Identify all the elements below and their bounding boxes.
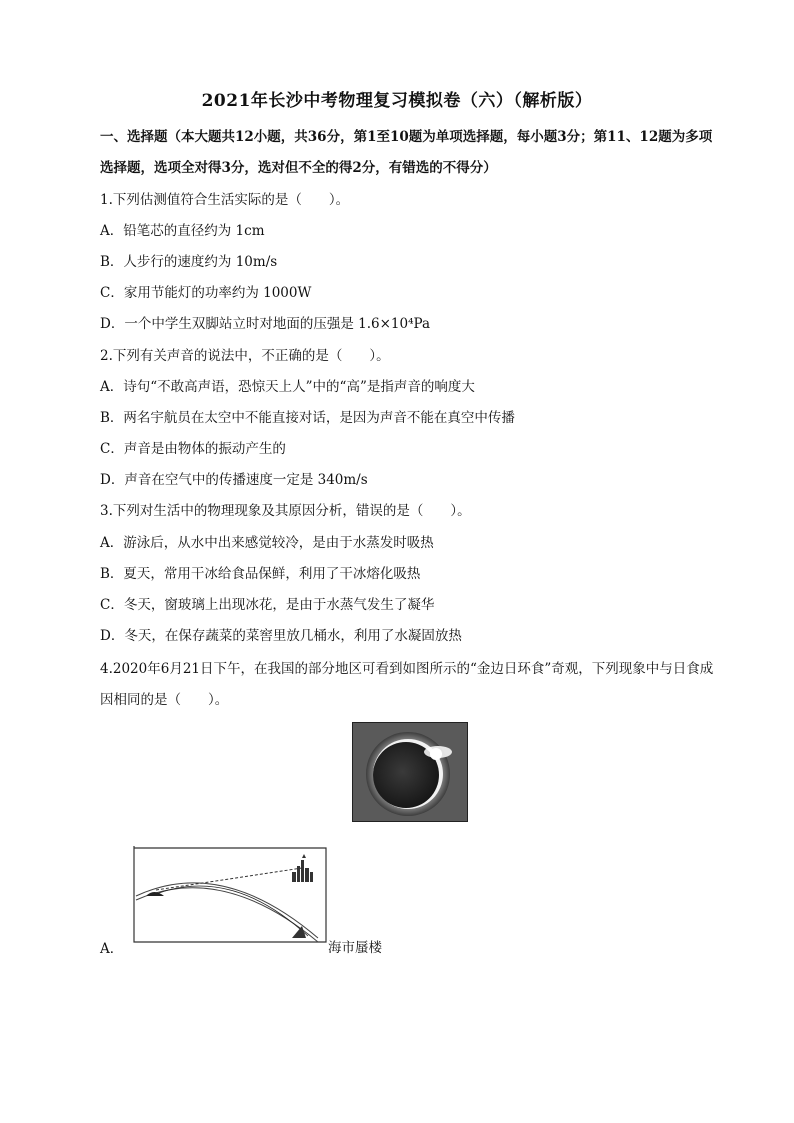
question-2-stem: 2.下列有关声音的说法中，不正确的是（ ）。: [100, 348, 390, 364]
question-3-option-d: D．冬天，在保存蔬菜的菜窖里放几桶水，利用了水凝固放热: [100, 628, 462, 644]
question-2-option-d: D．声音在空气中的传播速度一定是 340m/s: [100, 472, 368, 488]
question-1-stem: 1.下列估测值符合生活实际的是（ ）。: [100, 192, 350, 208]
question-2-option-b: B．两名宇航员在太空中不能直接对话，是因为声音不能在真空中传播: [100, 410, 515, 426]
question-4-option-a-caption: 海市蜃楼: [328, 940, 382, 956]
question-1-option-b: B．人步行的速度约为 10m/s: [100, 254, 278, 270]
question-4-option-a-label: A．: [100, 941, 124, 957]
mirage-diagram: [132, 846, 328, 944]
question-3-option-a: A．游泳后，从水中出来感觉较冷，是由于水蒸发时吸热: [100, 535, 434, 551]
section-heading: 一、选择题（本大题共12小题，共36分，第1至10题为单项选择题，每小题3分；第11、12题为多项选择题，选项全对得3分，选对但不全的得2分，有错选的不得分）: [100, 129, 713, 176]
question-2-option-c: C．声音是由物体的振动产生的: [100, 441, 286, 457]
question-1-option-d: D．一个中学生双脚站立时对地面的压强是 1.6×10⁴Pa: [100, 316, 431, 332]
question-4-stem: 4.2020年6月21日下午，在我国的部分地区可看到如图所示的“金边日环食”奇观，下列现象中与日食成因相同的是（ ）。: [100, 661, 714, 708]
question-3-option-b: B．夏天，常用干冰给食品保鲜，利用了干冰熔化吸热: [100, 566, 421, 582]
question-1-option-c: C．家用节能灯的功率约为 1000W: [100, 285, 312, 301]
question-3-stem: 3.下列对生活中的物理现象及其原因分析，错误的是（ ）。: [100, 503, 471, 519]
document-title: 2021年长沙中考物理复习模拟卷（六）（解析版）: [201, 91, 593, 111]
question-2-option-a: A．诗句“不敢高声语，恐惊天上人”中的“高”是指声音的响度大: [100, 379, 475, 395]
question-3-option-c: C．冬天，窗玻璃上出现冰花，是由于水蒸气发生了凝华: [100, 597, 435, 613]
solar-eclipse-image: [352, 722, 468, 822]
question-1-option-a: A．铅笔芯的直径约为 1cm: [100, 223, 265, 239]
